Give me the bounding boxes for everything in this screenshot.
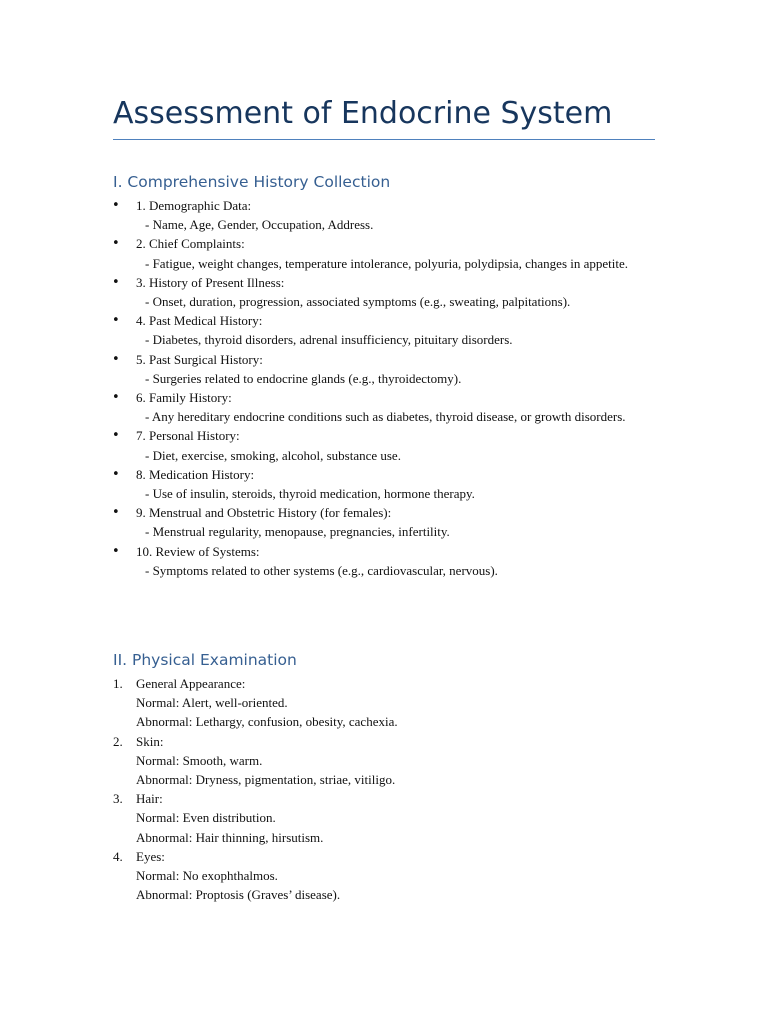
item-abnormal: Abnormal: Dryness, pigmentation, striae, vitiligo. [136,772,396,788]
item-normal: Normal: No exophthalmos. [136,868,278,884]
list-item [112,542,666,580]
item-normal: Normal: Alert, well-oriented. [136,695,288,711]
bullet-icon: • [112,543,120,559]
item-abnormal: Abnormal: Hair thinning, hirsutism. [136,829,324,845]
bullet-icon: • [112,236,120,252]
bullet-icon: • [112,505,120,521]
item-number: 3. [113,791,123,807]
list-item [113,674,666,732]
item-detail: - Diet, exercise, smoking, alcohol, substance use. [145,447,401,463]
item-detail: - Use of insulin, steroids, thyroid medication, hormone therapy. [145,486,475,502]
item-title: 1. Demographic Data: [136,198,252,213]
item-detail: - Symptoms related to other systems (e.g., cardiovascular, nervous). [145,562,498,578]
item-title: Eyes: [136,848,165,864]
list-item [112,273,666,311]
item-detail: - Surgeries related to endocrine glands (e.g., thyroidectomy). [145,370,462,386]
item-abnormal: Abnormal: Lethargy, confusion, obesity, cachexia. [136,714,398,730]
list-item [112,234,666,272]
section-heading-history: I. Comprehensive History Collection [113,173,391,191]
list-item [112,465,666,503]
item-detail: - Name, Age, Gender, Occupation, Address. [145,217,374,233]
item-normal: Normal: Smooth, warm. [136,752,263,768]
bullet-icon: • [112,390,120,406]
item-title: 3. History of Present Illness: [136,274,285,290]
item-title: General Appearance: [136,676,246,691]
item-detail: - Menstrual regularity, menopause, pregnancies, infertility. [145,524,450,540]
list-item [112,311,666,349]
item-title: 9. Menstrual and Obstetric History (for females): [136,505,392,521]
bullet-icon: • [112,313,120,329]
list-item [112,503,666,541]
item-normal: Normal: Even distribution. [136,810,276,826]
section-heading-physical-exam: II. Physical Examination [113,651,297,669]
item-title: 10. Review of Systems: [136,543,260,559]
item-title: Skin: [136,733,164,749]
bullet-icon: • [112,351,120,367]
list-item [113,789,666,847]
bullet-icon: • [112,428,120,444]
bullet-icon: • [112,198,120,213]
item-number: 2. [113,733,123,749]
exam-list [113,674,666,904]
list-item [112,350,666,388]
item-title: 4. Past Medical History: [136,313,263,329]
item-number: 4. [113,848,123,864]
list-item [113,732,666,790]
list-item [113,847,666,905]
bullet-icon: • [112,466,120,482]
list-item [112,196,666,234]
item-detail: - Any hereditary endocrine conditions such as diabetes, thyroid disease, or growth disorders. [145,409,626,425]
item-title: 2. Chief Complaints: [136,236,245,252]
item-detail: - Diabetes, thyroid disorders, adrenal insufficiency, pituitary disorders. [145,332,513,348]
item-title: Hair: [136,791,163,807]
item-number: 1. [113,676,123,691]
bullet-icon: • [112,274,120,290]
item-title: 8. Medication History: [136,466,255,482]
item-title: 7. Personal History: [136,428,240,444]
item-title: 5. Past Surgical History: [136,351,263,367]
item-title: 6. Family History: [136,390,232,406]
document-title: Assessment of Endocrine System [113,96,613,131]
title-underline [113,139,655,140]
history-list [112,196,666,580]
item-detail: - Onset, duration, progression, associated symptoms (e.g., sweating, palpitations). [145,294,571,310]
list-item [112,426,666,464]
item-detail: - Fatigue, weight changes, temperature intolerance, polyuria, polydipsia, changes in appetite. [145,255,629,271]
item-abnormal: Abnormal: Proptosis (Graves’ disease). [136,887,341,903]
list-item [112,388,666,426]
